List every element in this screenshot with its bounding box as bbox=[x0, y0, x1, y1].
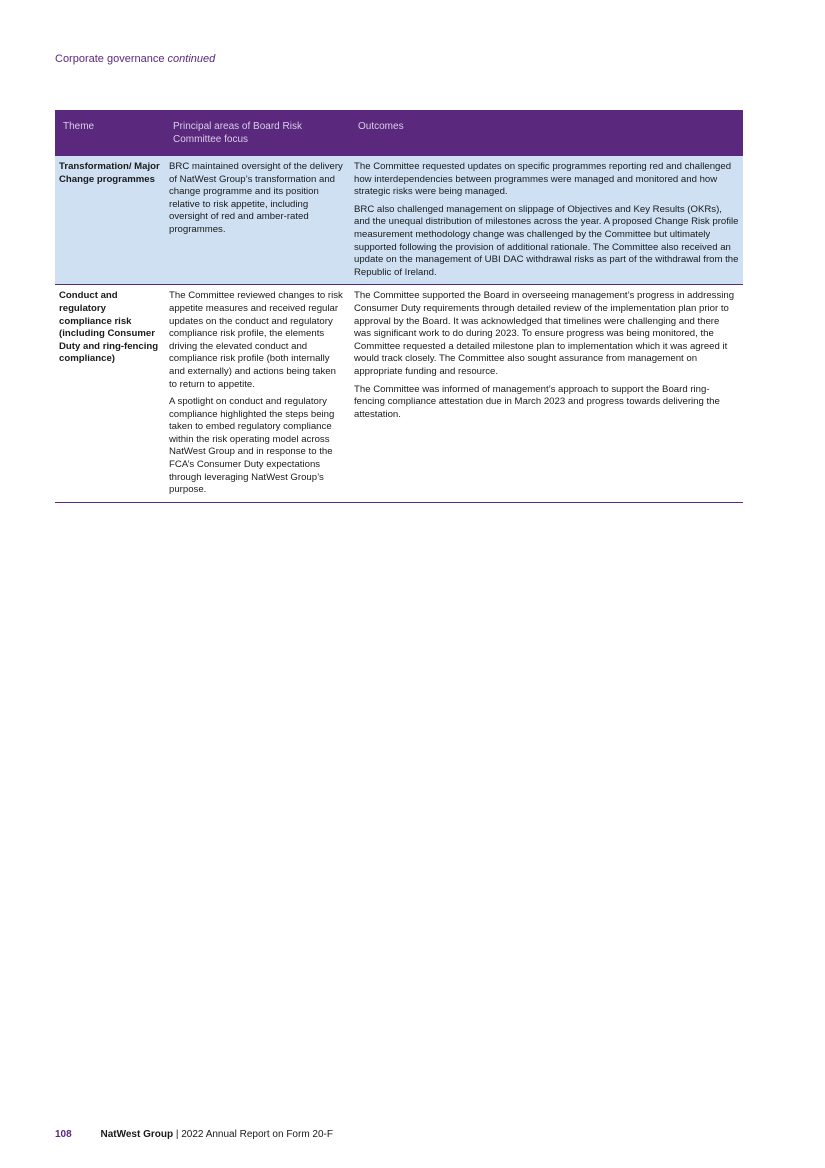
focus-cell bbox=[165, 285, 350, 503]
header-focus: Principal areas of Board Risk Committee focus bbox=[165, 110, 350, 156]
theme-cell: Transformation/ Major Change programmes bbox=[55, 156, 165, 285]
footer-report-title: | 2022 Annual Report on Form 20-F bbox=[173, 1129, 333, 1140]
section-title: Corporate governance bbox=[55, 53, 165, 65]
focus-paragraph: A spotlight on conduct and regulatory compliance highlighted the steps being taken to embed regulatory compliance within the risk operating model across NatWest Group and in response to the FCA’s Consumer Duty expectations through leveraging NatWest Group’s purpose. bbox=[169, 396, 335, 496]
outcomes-cell bbox=[350, 285, 743, 503]
section-continued: continued bbox=[167, 53, 216, 65]
table-row bbox=[55, 285, 743, 503]
focus-cell bbox=[165, 156, 350, 285]
outcome-paragraph: The Committee supported the Board in overseeing management’s progress in addressing Consumer Duty requirements through detailed review of the implementation plan prior to approval by the Board. It was acknowledged that timelines were challenging and there was significant work to do during 2023. To ensure progress was being monitored, the Committee requested a detailed milestone plan to implementation which it was agreed it would track closely. The Committee also sought assurance from management on appropriate funding and resource. bbox=[354, 290, 735, 377]
page-number: 108 bbox=[55, 1129, 72, 1140]
outcome-paragraph: BRC also challenged management on slippage of Objectives and Key Results (OKRs), and the unequal distribution of milestones across the year. A proposed Change Risk profile measurement methodology change was challenged by the Committee but ultimately supported following the provision of additional rationale. The Committee also received an update on the management of UBI DAC withdrawal risks as part of the withdrawal from the Republic of Ireland. bbox=[354, 203, 739, 278]
table-row bbox=[55, 156, 743, 285]
outcome-paragraph: The Committee was informed of management’s approach to support the Board ring-fencing compliance attestation due in March 2023 and progress towards delivering the attestation. bbox=[354, 383, 720, 420]
page-footer bbox=[55, 1129, 333, 1140]
outcomes-cell bbox=[350, 156, 743, 285]
focus-paragraph: BRC maintained oversight of the delivery of NatWest Group’s transformation and change programme and its position relative to risk appetite, including oversight of red and amber-rated programmes. bbox=[169, 161, 343, 235]
header-outcomes: Outcomes bbox=[350, 110, 743, 156]
table-header-row bbox=[55, 110, 743, 156]
board-risk-committee-table bbox=[55, 110, 743, 503]
theme-cell: Conduct and regulatory compliance risk (including Consumer Duty and ring-fencing compliance) bbox=[55, 285, 165, 503]
footer-brand: NatWest Group bbox=[100, 1129, 174, 1140]
header-theme: Theme bbox=[55, 110, 165, 156]
focus-paragraph: The Committee reviewed changes to risk appetite measures and received regular updates on the conduct and regulatory compliance risk profile, the elements driving the elevated conduct and compliance risk profile (both internally and externally) and actions being taken to return to appetite. bbox=[169, 290, 343, 390]
outcome-paragraph: The Committee requested updates on specific programmes reporting red and challenged how interdependencies between programmes were managed and monitored and how strategic risks were being managed. bbox=[354, 161, 732, 198]
section-header bbox=[55, 53, 215, 65]
